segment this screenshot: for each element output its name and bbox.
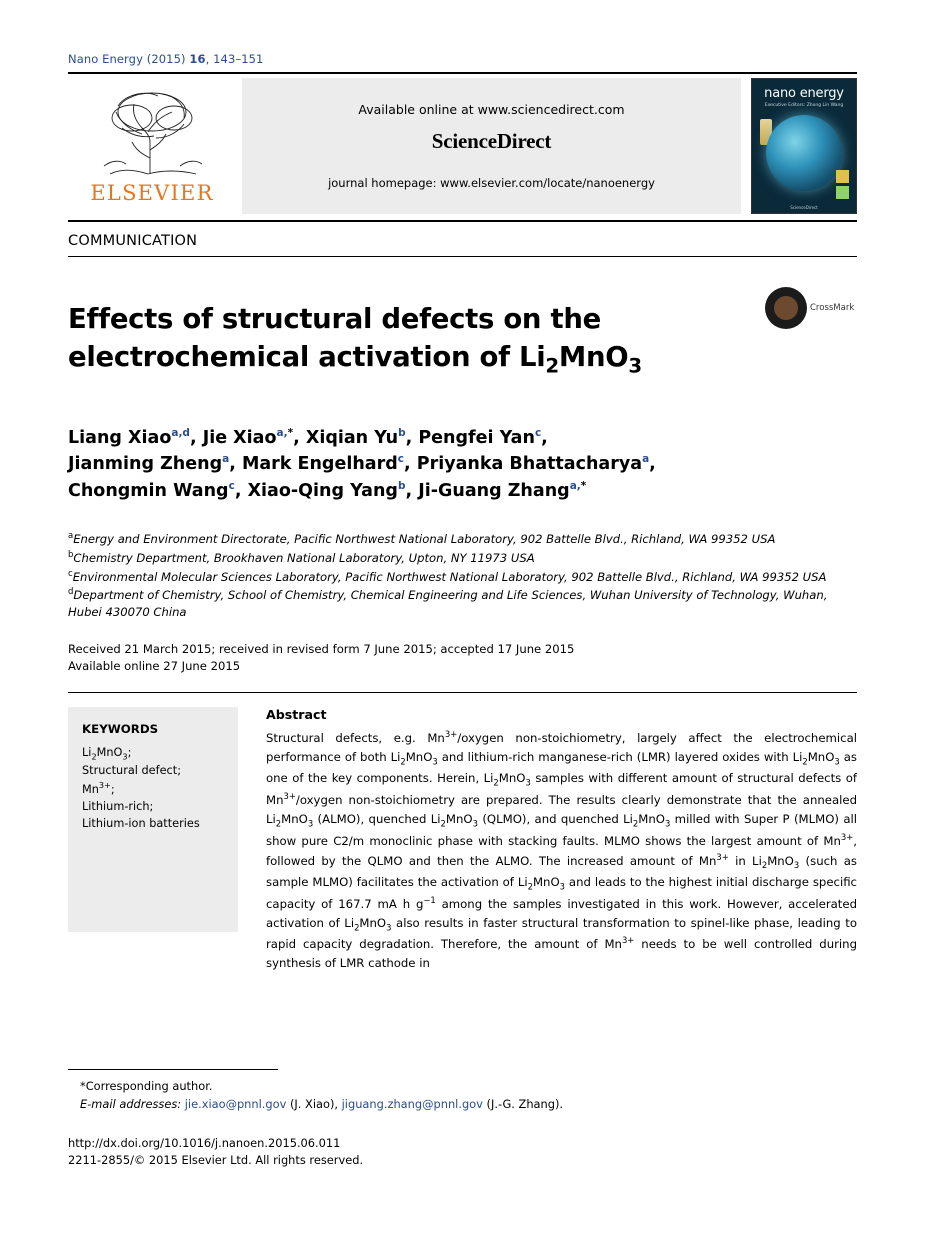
author-name: Priyanka Bhattacharya xyxy=(416,454,643,475)
author-affil-mark: c xyxy=(228,479,235,492)
title-row xyxy=(68,283,857,399)
title-line-2a: electrochemical activation of Li xyxy=(68,341,546,374)
author-name: Jie Xiao xyxy=(202,427,277,448)
affiliation-text: Department of Chemistry, School of Chemistry, Chemical Engineering and Life Sciences, Wuhan University of Technology, Wuhan, Hubei 430070 China xyxy=(68,588,828,619)
author-name: Jianming Zheng xyxy=(68,454,223,475)
email-link-2[interactable]: jiguang.zhang@pnnl.gov xyxy=(341,1096,483,1111)
affiliation-item xyxy=(68,530,857,548)
author-sep: , xyxy=(189,427,203,448)
author-sep: , xyxy=(229,454,242,475)
keywords-box xyxy=(68,707,238,932)
journal-name: Nano Energy xyxy=(68,52,143,66)
section-label: COMMUNICATION xyxy=(68,233,198,249)
email-link-1[interactable]: jie.xiao@pnnl.gov xyxy=(184,1096,287,1111)
cover-subtitle: Executive Editors: Zhong Lin Wang xyxy=(764,103,844,108)
abstract-heading: Abstract xyxy=(266,707,327,723)
email-name-2: (J.-G. Zhang). xyxy=(486,1096,564,1111)
crossmark-label: CrossMark xyxy=(810,303,855,313)
masthead-bottom-rule xyxy=(68,220,857,222)
top-rule xyxy=(68,72,857,74)
title-sub-1: 2 xyxy=(545,354,559,378)
available-online-line: Available online 27 June 2015 xyxy=(68,658,241,673)
journal-year: (2015) xyxy=(146,52,186,66)
section-rule xyxy=(68,256,857,257)
author-affil-mark: a, xyxy=(276,426,288,439)
author-item xyxy=(68,481,248,501)
keyword-item: Structural defect; xyxy=(82,763,181,777)
journal-cover-image xyxy=(751,78,857,214)
affiliation-item xyxy=(68,549,857,567)
keywords-heading: KEYWORDS xyxy=(82,722,159,737)
corresponding-mark: * xyxy=(287,426,294,439)
corresponding-author-note: *Corresponding author. xyxy=(80,1079,213,1094)
affiliation-text: Chemistry Department, Brookhaven National Laboratory, Upton, NY 11973 USA xyxy=(73,550,535,565)
cover-square-green xyxy=(836,186,849,199)
email-line xyxy=(80,1096,857,1113)
author-affil-mark: c xyxy=(534,426,542,439)
received-line: Received 21 March 2015; received in revised form 7 June 2015; accepted 17 June 2015 xyxy=(68,641,575,656)
email-label: E-mail addresses: xyxy=(80,1096,182,1111)
affiliation-mark: d xyxy=(68,587,74,598)
copyright-line: 2211-2855/© 2015 Elsevier Ltd. All rights reserved. xyxy=(68,1153,364,1168)
page-footer xyxy=(68,1069,857,1170)
affiliation-mark: c xyxy=(68,568,73,579)
title-sub-2: 3 xyxy=(628,354,642,378)
author-sep: , xyxy=(234,480,248,501)
author-item xyxy=(68,428,203,448)
affiliation-item xyxy=(68,586,857,620)
crossmark-icon xyxy=(765,287,807,329)
author-sep: , xyxy=(293,427,306,448)
cover-square-yellow xyxy=(836,170,849,183)
abstract-text: Structural defects, e.g. $Mn^{3+}$/oxygen non-stoichiometry, largely affect the electrochemical performance of both $Li_2MnO_3$ and lithium-rich manganese-rich (LMR) layered oxides with $Li_2MnO_3$ as one of the key components. Herein, $Li_2MnO_3$ samples with different amount of structural defects of $Mn^{3+}$/oxygen non-stoichiometry are prepared. The results clearly demonstrate that the annealed $Li_2MnO_3$ (ALMO), quenched $Li_2MnO_3$ (QLMO), and quenched $Li_2MnO_3$ milled with Super P (MLMO) all show pure C2/m monoclinic phase with stacking faults. MLMO shows the largest amount of $Mn^{3+}$, followed by the QLMO and then the ALMO. The increased amount of $Mn^{3+}$ in $Li_2MnO_3$ (such as sample MLMO) facilitates the activation of $Li_2MnO_3$ and leads to the highest initial discharge specific capacity of 167.7 mA h $g^{-1}$ among the samples investigated in this work. However, accelerated activation of $Li_2MnO_3$ also results in faster structural transformation to spinel-like phase, leading to rapid capacity degradation. Therefore, the amount of $Mn^{3+}$ needs to be well controlled during synthesis of LMR cathode in xyxy=(266,729,858,971)
page-title xyxy=(68,301,765,380)
elsevier-wordmark: ELSEVIER xyxy=(90,180,214,205)
author-item xyxy=(418,428,547,448)
cover-globe-graphic xyxy=(766,115,842,191)
elsevier-logo xyxy=(68,78,242,214)
author-affil-mark: a,d xyxy=(171,426,190,439)
author-name: Pengfei Yan xyxy=(418,427,535,448)
abstract-section xyxy=(68,707,857,973)
journal-pages: , 143–151 xyxy=(205,52,264,66)
author-sep: , xyxy=(541,427,548,448)
title-line-1: Effects of structural defects on the xyxy=(68,303,601,336)
author-affil-mark: a, xyxy=(569,479,581,492)
doi-link[interactable]: http://dx.doi.org/10.1016/j.nanoen.2015.06.011 xyxy=(68,1135,341,1150)
author-sep: , xyxy=(404,454,417,475)
author-item xyxy=(68,454,242,474)
author-affil-mark: b xyxy=(397,479,406,492)
author-item xyxy=(248,481,419,501)
footnote-rule xyxy=(68,1069,278,1070)
affiliation-text: Energy and Environment Directorate, Pacific Northwest National Laboratory, 902 Battelle Blvd., Richland, WA 99352 USA xyxy=(73,532,776,547)
article-history xyxy=(68,641,857,675)
author-list xyxy=(68,425,857,505)
masthead xyxy=(68,78,857,214)
keyword-item: Lithium-rich; xyxy=(82,800,154,814)
journal-volume: 16 xyxy=(189,52,206,66)
sciencedirect-banner xyxy=(242,78,741,214)
affiliation-mark: b xyxy=(68,550,74,561)
affiliation-mark: a xyxy=(68,531,74,542)
sciencedirect-wordmark: ScienceDirect xyxy=(431,129,552,153)
keyword-item: $Mn^{3+}$; xyxy=(82,780,115,797)
author-name: Mark Engelhard xyxy=(241,454,398,475)
title-line-2b: MnO xyxy=(558,341,629,374)
author-name: Chongmin Wang xyxy=(68,480,229,501)
author-affil-mark: c xyxy=(397,453,404,466)
email-name-1: (J. Xiao), xyxy=(289,1096,339,1111)
doi-block xyxy=(68,1135,857,1170)
abstract-top-rule xyxy=(68,692,857,693)
author-item xyxy=(203,428,306,448)
author-sep: , xyxy=(405,480,419,501)
author-name: Liang Xiao xyxy=(68,427,172,448)
author-item xyxy=(418,481,586,501)
author-affil-mark: a xyxy=(222,453,230,466)
cover-title: nano energy xyxy=(764,86,844,101)
author-item xyxy=(306,428,419,448)
author-affil-mark: a xyxy=(642,453,650,466)
keyword-item: Lithium-ion batteries xyxy=(82,817,200,831)
keywords-list xyxy=(82,745,226,833)
journal-homepage-text: journal homepage: www.elsevier.com/locate/nanoenergy xyxy=(328,176,655,190)
author-sep: , xyxy=(649,454,656,475)
author-sep: , xyxy=(405,427,419,448)
author-name: Xiqian Yu xyxy=(305,427,399,448)
journal-reference xyxy=(68,0,857,66)
author-name: Xiao-Qing Yang xyxy=(247,480,398,501)
author-item xyxy=(417,454,656,474)
keyword-item: $Li_2MnO_3$; xyxy=(82,746,132,762)
affiliation-item xyxy=(68,568,857,586)
author-item xyxy=(242,454,417,474)
crossmark-badge[interactable] xyxy=(765,287,857,329)
cover-footer: ScienceDirect xyxy=(790,205,818,210)
corresponding-mark: * xyxy=(580,479,587,492)
author-affil-mark: b xyxy=(398,426,406,439)
affiliation-text: Environmental Molecular Sciences Laboratory, Pacific Northwest National Laboratory, 902 Battelle Blvd., Richland, WA 99352 USA xyxy=(72,569,827,584)
abstract-box xyxy=(238,707,857,973)
elsevier-tree-icon xyxy=(92,88,212,180)
available-online-text: Available online at www.sciencedirect.com xyxy=(358,102,625,117)
affiliation-list xyxy=(68,530,857,620)
author-name: Ji-Guang Zhang xyxy=(418,480,570,501)
